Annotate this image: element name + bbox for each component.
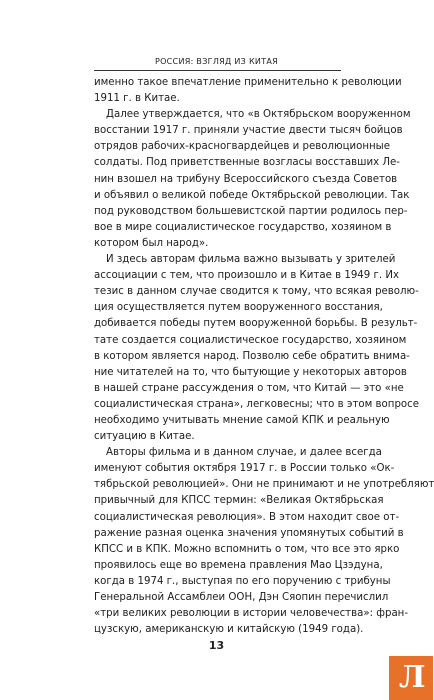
- text-line: проявилось еще во времена правления Мао Цзэдуна,: [94, 559, 383, 571]
- body-text: [94, 75, 434, 638]
- text-line: под руководством большевистской партии родилось пер-: [94, 205, 408, 217]
- text-line: «три великих революции в истории человечества»: фран-: [94, 608, 409, 620]
- text-line: И здесь авторам фильма важно вызывать у зрителей: [106, 254, 396, 266]
- text-line: тябрьской революцией». Они не принимают и не употребляют: [94, 479, 434, 491]
- text-line: ражение разная оценка значения упомянутых событий в: [94, 527, 404, 539]
- text-line: социалистическая революция». В этом находит свое от-: [94, 511, 400, 523]
- text-line: восстании 1917 г. приняли участие двести тысяч бойцов: [94, 125, 403, 137]
- paragraph: [94, 75, 402, 107]
- text-line: именно такое впечатление применительно к революции: [94, 77, 402, 88]
- logo-letter-icon: Л: [399, 660, 426, 695]
- text-line: цузскую, американскую и китайскую (1949 года).: [94, 624, 364, 636]
- text-line: в нашей стране рассуждения о том, что Китай — это «не: [94, 382, 404, 394]
- text-line: привычный для КПСС термин: «Великая Октябрьская: [94, 495, 384, 507]
- text-line: именуют события октября 1917 г. в России только «Ок-: [94, 463, 395, 475]
- text-line: солдаты. Под приветственные возгласы восставших Ле-: [94, 157, 400, 169]
- text-line: нин взошел на трибуну Всероссийского съезда Советов: [94, 173, 398, 185]
- text-line: тезис в данном случае сводится к тому, что всякая револю-: [94, 286, 419, 298]
- text-line: Генеральной Ассамблеи ООН, Дэн Сяопин перечислил: [94, 592, 389, 603]
- text-line: вое в мире социалистическое государство, хозяином в: [94, 221, 392, 233]
- text-line: необходимо учитывать мнение самой КПК и реальную: [94, 414, 390, 426]
- text-line: ние читателей на то, что бытующие у некоторых авторов: [94, 366, 407, 378]
- text-line: в котором является народ. Позволю себе обратить внима-: [94, 350, 410, 362]
- header-rule: [94, 70, 341, 71]
- paragraph: [94, 252, 420, 445]
- page-number: 13: [208, 639, 225, 652]
- text-line: Авторы фильма и в данном случае, и далее всегда: [106, 447, 382, 459]
- text-line: и объявил о великой победе Октябрьской революции. Так: [94, 189, 410, 201]
- text-line: социалистическая страна», легковесны; что в этом вопросе: [94, 398, 420, 410]
- paragraph: [94, 445, 434, 638]
- text-line: когда в 1974 г., выступая по его поручению с трибуны: [94, 575, 391, 587]
- text-line: ция осуществляется путем вооруженного восстания,: [94, 302, 383, 314]
- text-line: КПСС и в КПК. Можно вспомнить о том, что все это ярко: [94, 543, 400, 555]
- text-line: Далее утверждается, что «в Октябрьском вооруженном: [106, 109, 411, 121]
- text-line: тате создается социалистическое государство, хозяином: [94, 334, 407, 346]
- paragraph: [94, 107, 411, 252]
- text-line: 1911 г. в Китае.: [94, 93, 180, 105]
- text-line: отрядов рабочих-красногвардейцев и революционные: [94, 141, 390, 153]
- text-line: котором был народ».: [94, 237, 209, 249]
- text-line: ассоциации с тем, что произошло и в Китае в 1949 г. Их: [94, 270, 399, 282]
- running-header: РОССИЯ: ВЗГЛЯД ИЗ КИТАЯ: [154, 57, 279, 66]
- publisher-logo-badge[interactable]: [389, 656, 433, 700]
- text-line: ситуацию в Китае.: [94, 431, 195, 443]
- text-line: добивается победы путем вооруженной борьбы. В результ-: [94, 318, 418, 330]
